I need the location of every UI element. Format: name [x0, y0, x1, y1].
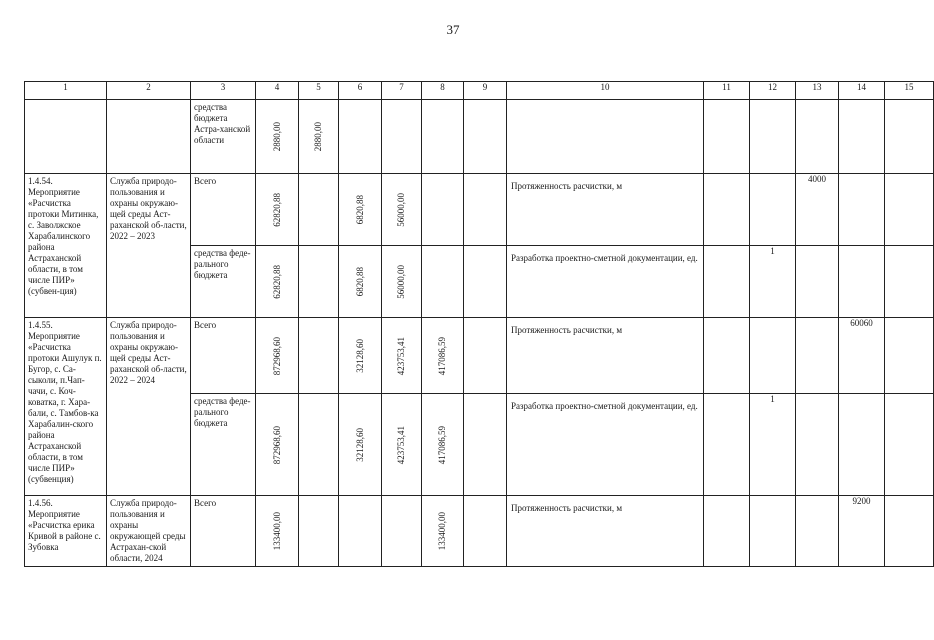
measure-name: 1.4.54. Мероприятие «Расчистка протоки Митинка, с. Заволжское Харабалинского района Астраханской области, в том числе ПИР» (субвен-ция)	[28, 176, 99, 296]
executor-text: Служба природо-пользования и охраны окружаю-щей среды Аст-раханской об-ласти, 2022 – 2023	[110, 176, 187, 241]
header-cell: 2	[107, 82, 191, 100]
amount-cell: 56000,00	[396, 265, 407, 299]
indicator-text: Протяженность расчистки, м	[511, 181, 623, 191]
header-cell: 10	[507, 82, 704, 100]
measure-name: 1.4.56. Мероприятие «Расчистка ерика Кривой в районе с. Зубовка	[28, 498, 101, 552]
table-row	[25, 174, 934, 246]
amount-cell: 32128,60	[354, 339, 365, 373]
header-cell: 6	[339, 82, 382, 100]
indicator-value: 9200	[839, 496, 885, 567]
amount-cell: 62820,88	[271, 193, 282, 227]
header-cell: 11	[704, 82, 750, 100]
amount-cell: 423753,41	[396, 336, 407, 376]
header-cell: 9	[464, 82, 507, 100]
indicator-value: 60060	[839, 318, 885, 394]
indicator-text: Разработка проектно-сметной документации, ед.	[511, 253, 698, 263]
table-row	[25, 318, 934, 394]
header-cell: 12	[750, 82, 796, 100]
funding-source: средства феде-рального бюджета	[194, 248, 251, 280]
indicator-value: 4000	[796, 174, 839, 246]
header-cell: 13	[796, 82, 839, 100]
amount-cell: 6820,88	[354, 195, 365, 225]
indicator-value: 1	[750, 394, 796, 496]
indicator-text: Протяженность расчистки, м	[511, 325, 623, 335]
funding-source: Всего	[194, 176, 217, 186]
amount-cell: 2880,00	[313, 122, 324, 152]
indicator-text: Разработка проектно-сметной документации, ед.	[511, 401, 698, 411]
amount-cell: 872968,60	[271, 425, 282, 465]
amount-cell: 417086,59	[437, 336, 448, 376]
amount-cell: 133400,00	[271, 512, 282, 551]
indicator-text: Протяженность расчистки, м	[511, 503, 623, 513]
amount-cell: 2880,00	[271, 122, 282, 152]
header-cell: 5	[299, 82, 339, 100]
amount-cell: 133400,00	[437, 512, 448, 551]
funding-source: Всего	[194, 498, 217, 508]
header-cell: 1	[25, 82, 107, 100]
header-cell: 4	[256, 82, 299, 100]
header-cell: 14	[839, 82, 885, 100]
header-cell: 3	[191, 82, 256, 100]
executor-text: Служба природо-пользования и охраны окружаю-щей среды Аст-раханской об-ласти, 2022 – 2024	[110, 320, 187, 385]
amount-cell: 6820,88	[354, 267, 365, 297]
table-row	[25, 496, 934, 567]
header-cell: 15	[885, 82, 934, 100]
amount-cell: 56000,00	[396, 193, 407, 227]
funding-source: Всего	[194, 320, 217, 330]
funding-source: средства феде-рального бюджета	[194, 396, 251, 428]
amount-cell: 32128,60	[354, 428, 365, 462]
funding-source: средства бюджета Астра-ханской области	[194, 102, 251, 145]
measure-name: 1.4.55. Мероприятие «Расчистка протоки Ашулук п. Бугор, с. Са-сыколи, п.Чап-чачи, с. Коч-коватка, г. Хара-бали, с. Тамбов-ка Харабалин-ского района Астраханской области, в том числе ПИР» (субвенция)	[28, 320, 102, 484]
program-table	[24, 81, 934, 567]
amount-cell: 417086,59	[437, 425, 448, 465]
header-row	[25, 82, 934, 100]
amount-cell: 872968,60	[271, 336, 282, 376]
header-cell: 8	[422, 82, 464, 100]
executor-text: Служба природо-пользования и охраны окружающей среды Астрахан-ской области, 2024	[110, 498, 186, 563]
page-number: 37	[446, 22, 460, 37]
amount-cell: 62820,88	[271, 265, 282, 299]
indicator-value: 1	[750, 246, 796, 318]
table-row	[25, 100, 934, 174]
amount-cell: 423753,41	[396, 425, 407, 465]
header-cell: 7	[382, 82, 422, 100]
